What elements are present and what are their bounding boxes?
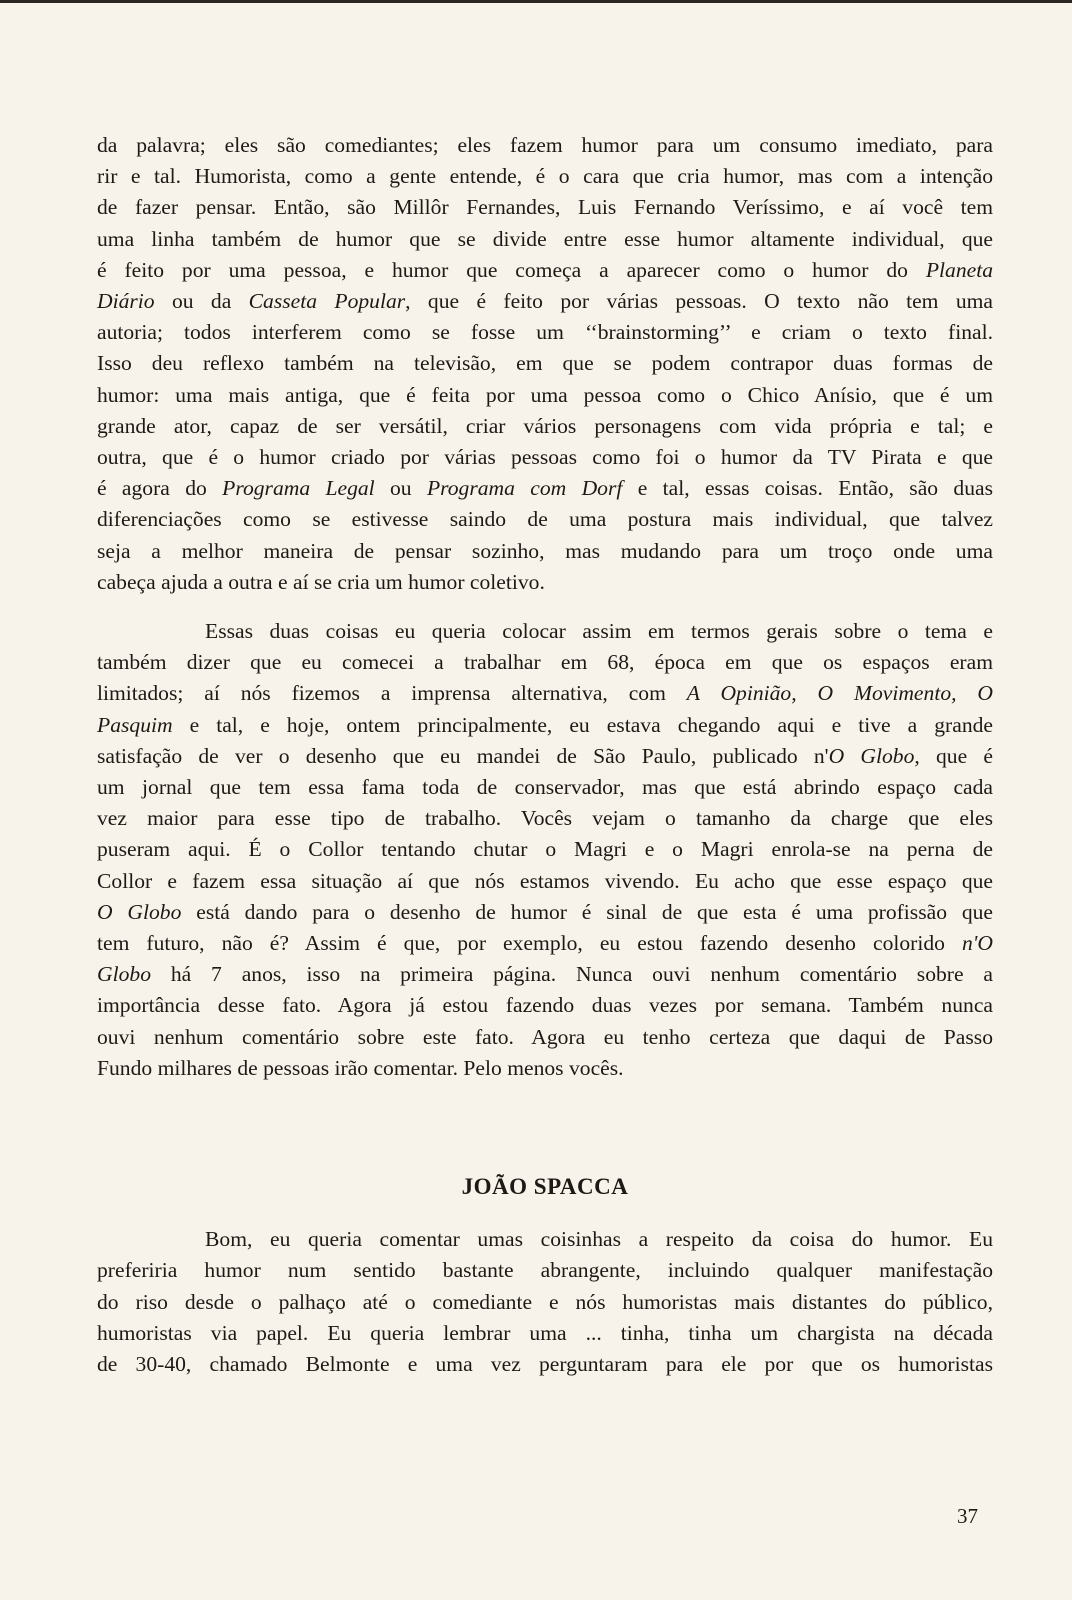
text-line: da palavra; eles são comediantes; eles fazem humor para um consumo imediato, para: [97, 133, 993, 157]
text-line: humoristas via papel. Eu queria lembrar uma ... tinha, tinha um chargista na década: [97, 1320, 993, 1345]
text-line: importância desse fato. Agora já estou fazendo duas vezes por semana. Também nunca: [97, 993, 993, 1018]
text-run: é feito por uma pessoa, e humor que começa a aparecer como o humor do: [97, 257, 926, 282]
italic-title: Globo: [97, 962, 151, 987]
italic-title: O Globo: [828, 743, 915, 768]
text-line: [97, 928, 993, 959]
text-line: [97, 959, 993, 990]
text-line: de 30-40, chamado Belmonte e uma vez perguntaram para ele por que os humoristas: [97, 1351, 993, 1376]
text-line: vez maior para esse tipo de trabalho. Vocês vejam o tamanho da charge que eles: [97, 806, 993, 831]
text-run: e tal, e hoje, ontem principalmente, eu estava chegando aqui e tive a grande: [172, 712, 993, 737]
text-line: [97, 741, 993, 772]
text-line: [97, 255, 993, 286]
text-line: humor: uma mais antiga, que é feita por uma pessoa como o Chico Anísio, que é um: [97, 382, 993, 407]
text-line: [97, 616, 993, 647]
document-page: [97, 130, 993, 1380]
text-line: diferenciações como se estivesse saindo de uma postura mais individual, que talvez: [97, 507, 993, 532]
text-line: [97, 286, 993, 317]
section-heading: JOÃO SPACCA: [461, 1174, 629, 1200]
text-line: seja a melhor maneira de pensar sozinho, mas mudando para um troço onde uma: [97, 538, 993, 563]
text-line: [97, 1224, 993, 1255]
italic-title: Casseta Popular: [248, 289, 406, 314]
text-line: rir e tal. Humorista, como a gente entende, é o cara que cria humor, mas com a intenção: [97, 164, 993, 189]
page-top-edge: [0, 0, 1072, 3]
text-run: ou da: [154, 289, 249, 314]
text-line: uma linha também de humor que se divide entre esse humor altamente individual, que: [97, 226, 993, 251]
text-run: limitados; aí nós fizemos a imprensa alternativa, com: [97, 681, 687, 706]
italic-title: O Globo: [97, 899, 182, 924]
text-line: Fundo milhares de pessoas irão comentar. Pelo menos vocês.: [97, 1055, 624, 1080]
text-run: satisfação de ver o desenho que eu mandei de São Paulo, publicado n': [97, 743, 829, 768]
text-line: ouvi nenhum comentário sobre este fato. Agora eu tenho certeza que daqui de Passo: [97, 1024, 993, 1049]
italic-title: n'O: [961, 931, 993, 956]
text-run: , que é: [914, 743, 993, 768]
paragraph-gap: [97, 598, 993, 616]
text-run: está dando para o desenho de humor é sinal de que esta é uma profissão que: [181, 899, 993, 924]
text-line: cabeça ajuda a outra e aí se cria um humor coletivo.: [97, 569, 545, 594]
text-line: [97, 897, 993, 928]
text-line: um jornal que tem essa fama toda de conservador, mas que está abrindo espaço cada: [97, 775, 993, 800]
text-line: grande ator, capaz de ser versátil, criar vários personagens com vida própria e tal; e: [97, 413, 993, 438]
text-line: outra, que é o humor criado por várias pessoas como foi o humor da TV Pirata e que: [97, 445, 993, 470]
italic-title: Programa Legal: [222, 476, 375, 501]
text-line: Collor e fazem essa situação aí que nós estamos vivendo. Eu acho que esse espaço que: [97, 868, 993, 893]
text-line: [97, 710, 993, 741]
italic-title: A Opinião, O Movimento, O: [686, 681, 993, 706]
text-run: ou: [374, 476, 427, 501]
text-line: preferiria humor num sentido bastante abrangente, incluindo qualquer manifestação: [97, 1258, 993, 1283]
text-run: Bom, eu queria comentar umas coisinhas a respeito da coisa do humor. Eu: [205, 1227, 993, 1252]
heading-gap: [97, 1202, 993, 1224]
section-gap: [97, 1084, 993, 1172]
text-run: há 7 anos, isso na primeira página. Nunca ouvi nenhum comentário sobre a: [150, 962, 993, 987]
text-line: de fazer pensar. Então, são Millôr Fernandes, Luis Fernando Veríssimo, e aí você tem: [97, 195, 993, 220]
paragraph-1: [97, 130, 993, 598]
text-run: , que é feito por várias pessoas. O texto não tem uma: [405, 289, 994, 314]
text-line: [97, 473, 993, 504]
text-line: [97, 678, 993, 709]
text-run: e tal, essas coisas. Então, são duas: [622, 476, 994, 501]
page-number: 37: [957, 1504, 978, 1528]
text-line: Isso deu reflexo também na televisão, em que se podem contrapor duas formas de: [97, 351, 993, 376]
text-line: também dizer que eu comecei a trabalhar em 68, época em que os espaços eram: [97, 650, 993, 675]
paragraph-2: [97, 616, 993, 1084]
text-line: autoria; todos interferem como se fosse um ‘‘brainstorming’’ e criam o texto final.: [97, 320, 993, 345]
italic-title: Programa com Dorf: [426, 476, 623, 501]
text-run: tem futuro, não é? Assim é que, por exemplo, eu estou fazendo desenho colorido: [97, 931, 962, 956]
italic-title: Diário: [97, 289, 155, 314]
text-line: do riso desde o palhaço até o comediante e nós humoristas mais distantes do público,: [97, 1289, 993, 1314]
paragraph-3: [97, 1224, 993, 1380]
italic-title: Pasquim: [97, 712, 173, 737]
text-run: é agora do: [97, 476, 223, 501]
italic-title: Planeta: [925, 257, 993, 282]
text-run: Essas duas coisas eu queria colocar assim em termos gerais sobre o tema e: [205, 619, 993, 644]
text-line: puseram aqui. É o Collor tentando chutar o Magri e o Magri enrola-se na perna de: [97, 837, 993, 862]
